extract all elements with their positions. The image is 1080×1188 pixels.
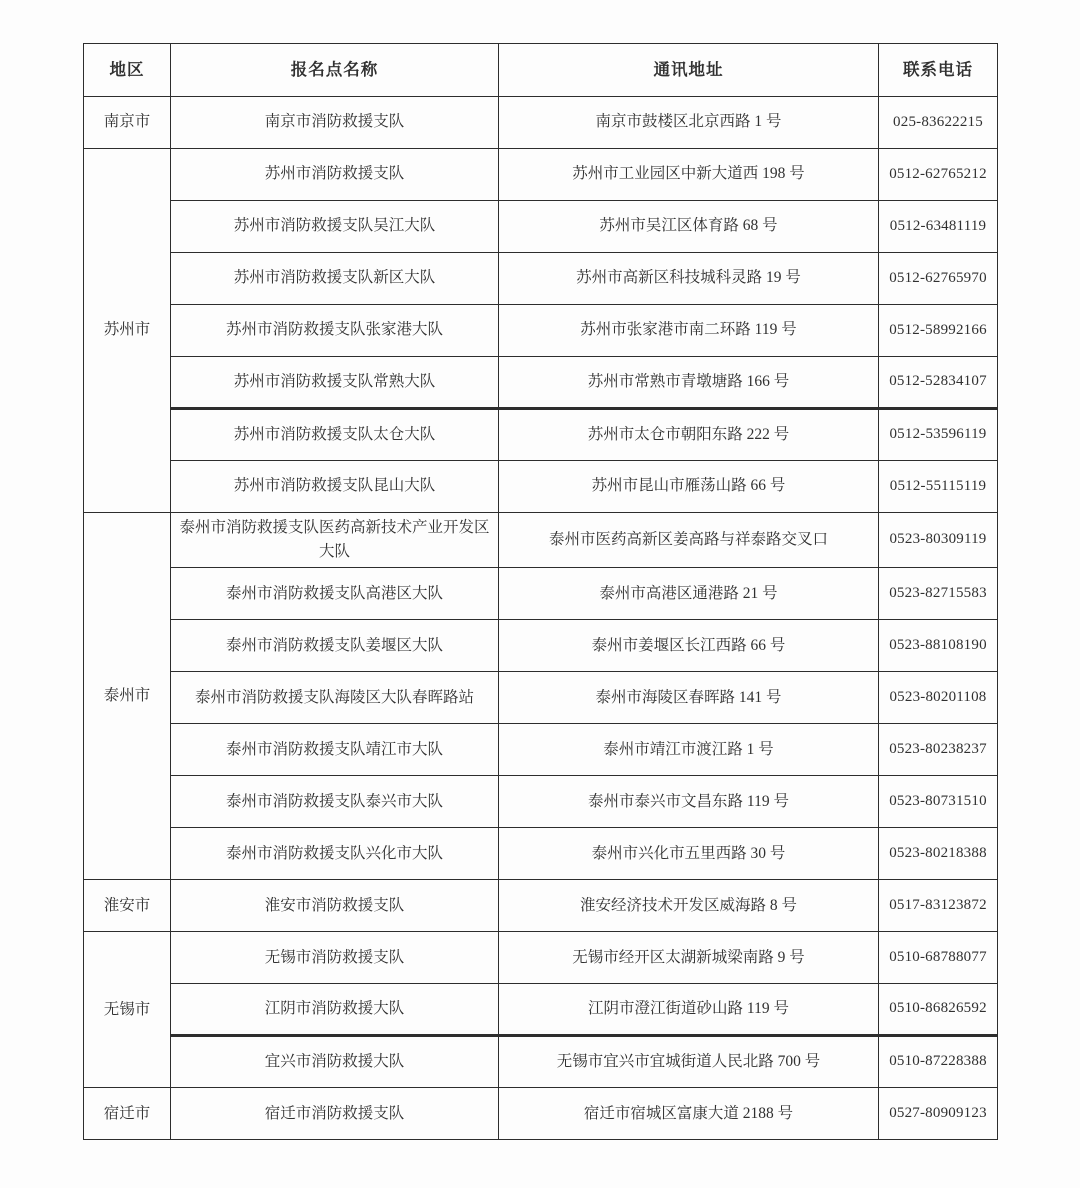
address-cell: 泰州市医药高新区姜高路与祥泰路交叉口: [499, 513, 879, 568]
site-name-cell: 泰州市消防救援支队姜堰区大队: [171, 620, 499, 672]
table-row: [84, 672, 998, 724]
site-name-cell: 淮安市消防救援支队: [171, 880, 499, 932]
table-row: [84, 409, 998, 461]
region-cell: 宿迁市: [84, 1088, 171, 1140]
table-row: [84, 461, 998, 513]
address-cell: 泰州市靖江市渡江路 1 号: [499, 724, 879, 776]
region-cell: 泰州市: [84, 513, 171, 880]
site-name-cell: 泰州市消防救援支队高港区大队: [171, 568, 499, 620]
site-name-cell: 泰州市消防救援支队兴化市大队: [171, 828, 499, 880]
phone-cell: 0523-82715583: [879, 568, 998, 620]
header-region: 地区: [84, 44, 171, 97]
site-name-cell: 苏州市消防救援支队张家港大队: [171, 305, 499, 357]
site-name-cell: 苏州市消防救援支队新区大队: [171, 253, 499, 305]
site-name-cell: 苏州市消防救援支队常熟大队: [171, 357, 499, 409]
phone-cell: 0512-52834107: [879, 357, 998, 409]
site-name-cell: 南京市消防救援支队: [171, 97, 499, 149]
site-name-cell: 苏州市消防救援支队昆山大队: [171, 461, 499, 513]
phone-cell: 0512-58992166: [879, 305, 998, 357]
table-row: [84, 724, 998, 776]
address-cell: 苏州市高新区科技城科灵路 19 号: [499, 253, 879, 305]
table-row: [84, 568, 998, 620]
site-name-cell: 苏州市消防救援支队吴江大队: [171, 201, 499, 253]
table-row: [84, 97, 998, 149]
phone-cell: 0512-63481119: [879, 201, 998, 253]
phone-cell: 0510-86826592: [879, 984, 998, 1036]
site-name-cell: 江阴市消防救援大队: [171, 984, 499, 1036]
table-row: [84, 357, 998, 409]
header-phone: 联系电话: [879, 44, 998, 97]
table-row: [84, 513, 998, 568]
table-row: [84, 880, 998, 932]
region-cell: 淮安市: [84, 880, 171, 932]
phone-cell: 0512-53596119: [879, 409, 998, 461]
header-address: 通讯地址: [499, 44, 879, 97]
address-cell: 江阴市澄江街道砂山路 119 号: [499, 984, 879, 1036]
phone-cell: 0523-80731510: [879, 776, 998, 828]
site-name-cell: 苏州市消防救援支队: [171, 149, 499, 201]
site-name-cell: 泰州市消防救援支队靖江市大队: [171, 724, 499, 776]
table-row: [84, 984, 998, 1036]
site-name-cell: 泰州市消防救援支队海陵区大队春晖路站: [171, 672, 499, 724]
table-header: [84, 44, 998, 97]
address-cell: 苏州市常熟市青墩塘路 166 号: [499, 357, 879, 409]
address-cell: 苏州市太仓市朝阳东路 222 号: [499, 409, 879, 461]
region-cell: 无锡市: [84, 932, 171, 1088]
address-cell: 宿迁市宿城区富康大道 2188 号: [499, 1088, 879, 1140]
phone-cell: 0517-83123872: [879, 880, 998, 932]
header-row: [84, 44, 998, 97]
table-row: [84, 620, 998, 672]
region-cell: 苏州市: [84, 149, 171, 513]
table-row: [84, 1036, 998, 1088]
address-cell: 南京市鼓楼区北京西路 1 号: [499, 97, 879, 149]
address-cell: 苏州市张家港市南二环路 119 号: [499, 305, 879, 357]
table-row: [84, 776, 998, 828]
table-row: [84, 253, 998, 305]
phone-cell: 0523-80218388: [879, 828, 998, 880]
phone-cell: 0523-80238237: [879, 724, 998, 776]
phone-cell: 0523-80309119: [879, 513, 998, 568]
address-cell: 苏州市昆山市雁荡山路 66 号: [499, 461, 879, 513]
address-cell: 泰州市兴化市五里西路 30 号: [499, 828, 879, 880]
phone-cell: 0510-87228388: [879, 1036, 998, 1088]
site-name-cell: 无锡市消防救援支队: [171, 932, 499, 984]
address-cell: 淮安经济技术开发区威海路 8 号: [499, 880, 879, 932]
address-cell: 泰州市海陵区春晖路 141 号: [499, 672, 879, 724]
address-cell: 泰州市姜堰区长江西路 66 号: [499, 620, 879, 672]
table-row: [84, 305, 998, 357]
table-body: [84, 97, 998, 1140]
phone-cell: 0512-62765212: [879, 149, 998, 201]
phone-cell: 0512-55115119: [879, 461, 998, 513]
address-cell: 苏州市吴江区体育路 68 号: [499, 201, 879, 253]
site-name-cell: 泰州市消防救援支队泰兴市大队: [171, 776, 499, 828]
address-cell: 泰州市高港区通港路 21 号: [499, 568, 879, 620]
registration-points-table: [83, 43, 998, 1140]
table-row: [84, 932, 998, 984]
phone-cell: 025-83622215: [879, 97, 998, 149]
address-cell: 无锡市宜兴市宜城街道人民北路 700 号: [499, 1036, 879, 1088]
phone-cell: 0512-62765970: [879, 253, 998, 305]
phone-cell: 0523-88108190: [879, 620, 998, 672]
phone-cell: 0510-68788077: [879, 932, 998, 984]
region-cell: 南京市: [84, 97, 171, 149]
table-row: [84, 201, 998, 253]
site-name-cell: 泰州市消防救援支队医药高新技术产业开发区大队: [171, 513, 499, 568]
table-row: [84, 149, 998, 201]
site-name-cell: 苏州市消防救援支队太仓大队: [171, 409, 499, 461]
table-row: [84, 828, 998, 880]
table-row: [84, 1088, 998, 1140]
address-cell: 无锡市经开区太湖新城梁南路 9 号: [499, 932, 879, 984]
phone-cell: 0527-80909123: [879, 1088, 998, 1140]
site-name-cell: 宿迁市消防救援支队: [171, 1088, 499, 1140]
address-cell: 苏州市工业园区中新大道西 198 号: [499, 149, 879, 201]
address-cell: 泰州市泰兴市文昌东路 119 号: [499, 776, 879, 828]
site-name-cell: 宜兴市消防救援大队: [171, 1036, 499, 1088]
phone-cell: 0523-80201108: [879, 672, 998, 724]
header-site-name: 报名点名称: [171, 44, 499, 97]
